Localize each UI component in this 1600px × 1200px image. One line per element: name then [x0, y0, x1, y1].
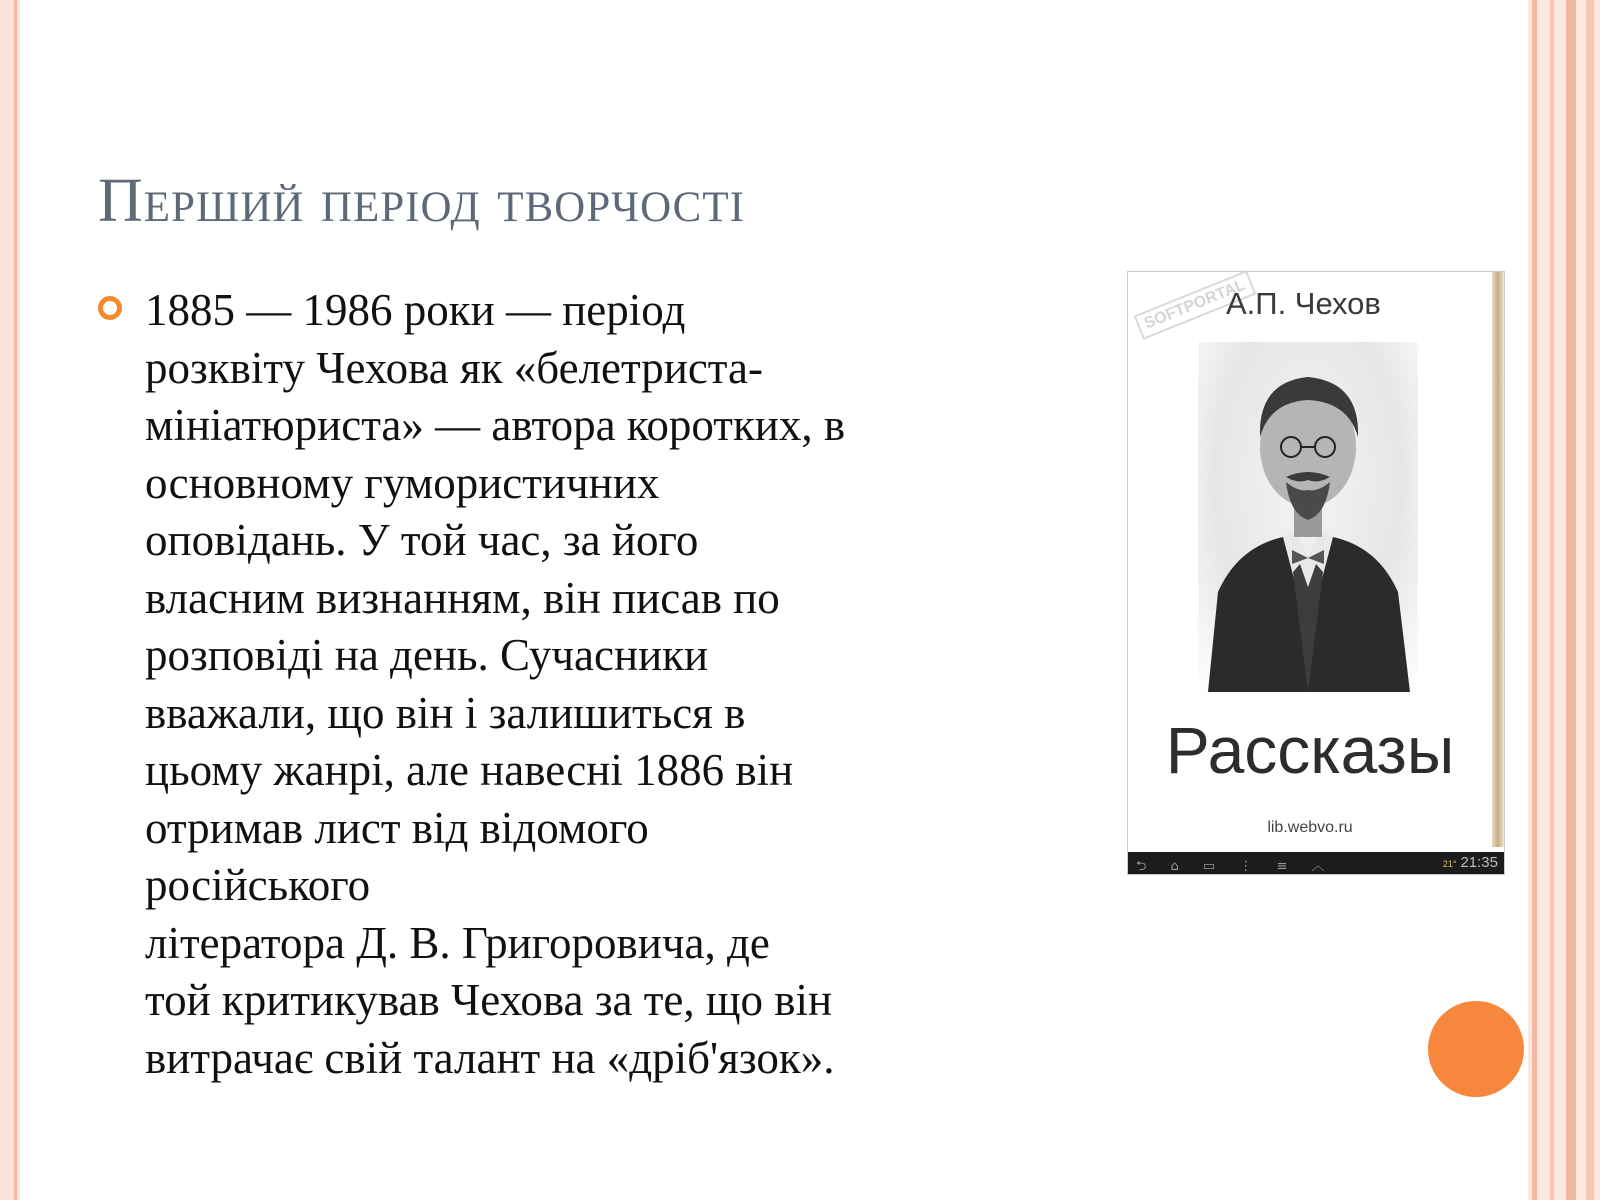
- book-author: А.П. Чехов: [1226, 286, 1381, 321]
- book-title: Рассказы: [1165, 713, 1455, 787]
- bullet-line: оповідань. У той час, за його: [145, 515, 699, 565]
- bullet-line: розквіту Чехова як «белетриста-: [145, 342, 763, 393]
- book-site-url: lib.webvo.ru: [1267, 819, 1353, 836]
- left-frame-line: [14, 0, 17, 1200]
- bullet-text: [145, 282, 1075, 1087]
- bullet-line: отримав лист від відомого: [145, 802, 649, 853]
- frame-stripe: [1532, 0, 1537, 1200]
- bullet-line: мініатюриста» — автора коротких, в: [145, 400, 846, 450]
- book-spine: [1492, 272, 1504, 847]
- watermark-stamp: SOFTPORTAL: [1134, 270, 1257, 340]
- device-status-bar: [1128, 852, 1504, 874]
- accent-circle: [1428, 1001, 1524, 1097]
- bullet-line: той критикував Чехова за те, що він: [145, 975, 833, 1025]
- frame-stripe: [1566, 0, 1576, 1200]
- book-cover-image: [1128, 272, 1504, 874]
- bullet-line: розповіді на день. Сучасники: [145, 630, 709, 680]
- clock-time: 21:35: [1460, 854, 1498, 871]
- bullet-ring-icon: [98, 296, 122, 320]
- left-frame-band: [0, 0, 20, 1200]
- bullet-line: цьому жанрі, але навесні 1886 він: [145, 745, 794, 795]
- status-indicators: [1443, 854, 1498, 871]
- frame-stripe: [1550, 0, 1554, 1200]
- frame-stripe: [1586, 0, 1594, 1200]
- weather-temp: 21°: [1442, 859, 1457, 869]
- bullet-line: витрачає свій талант на «дріб'язок».: [145, 1032, 835, 1083]
- bullet-line: 1885 — 1986 роки — період: [145, 285, 686, 335]
- bullet-line: власним визнанням, він писав по: [145, 572, 780, 623]
- bullet-line: літератора Д. В. Григоровича, де: [145, 917, 770, 968]
- slide-title: Перший період творчості: [98, 167, 745, 235]
- right-frame: [1528, 0, 1600, 1200]
- bullet-line: вважали, що він і залишиться в: [145, 687, 746, 738]
- nav-buttons-icon: ⮌ ⌂ ▭ ⋮ ≡ ︿: [1136, 859, 1335, 874]
- bullet-line: основному гумористичних: [145, 457, 660, 508]
- portrait-icon: [1198, 342, 1418, 692]
- author-portrait: [1198, 342, 1418, 692]
- bullet-line: російського: [145, 860, 371, 910]
